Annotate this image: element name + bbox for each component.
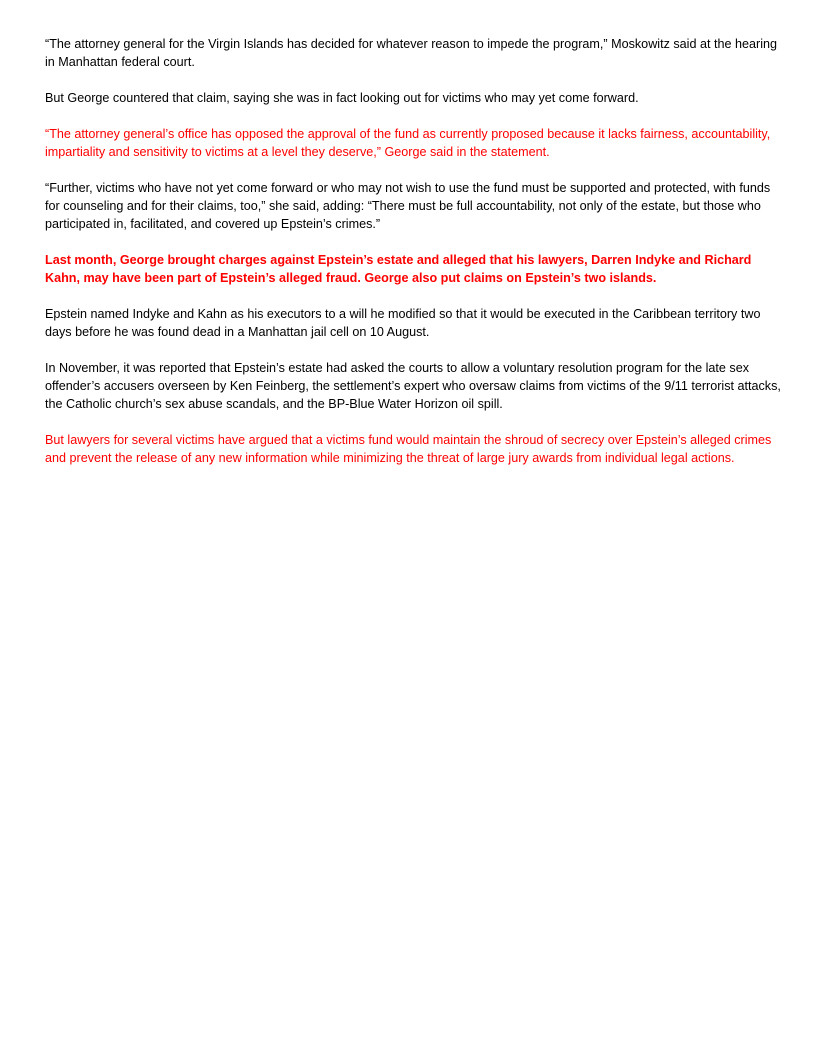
paragraph-moskowitz-quote: “The attorney general for the Virgin Islands has decided for whatever reason to impede the program,” Moskowitz said at the hearing in Manhattan federal court. — [45, 37, 777, 69]
document-page — [45, 35, 781, 485]
paragraph-george-counter: But George countered that claim, saying she was in fact looking out for victims who may yet come forward. — [45, 91, 639, 105]
paragraph-ag-office-statement: “The attorney general’s office has opposed the approval of the fund as currently proposed because it lacks fairness, accountability, impartiality and sensitivity to victims at a level they deserve,” George said in the statement. — [45, 127, 771, 159]
paragraph-charges-estate: Last month, George brought charges against Epstein’s estate and alleged that his lawyers, Darren Indyke and Richard Kahn, may have been part of Epstein’s alleged fraud. George also put claims on Epstein’s two islands. — [45, 253, 752, 285]
paragraph-further-victims: “Further, victims who have not yet come forward or who may not wish to use the fund must be supported and protected, with funds for counseling and for their claims, too,” she said, adding: “There must be full accountability, not only of the estate, but those who participated in, facilitated, and covered up Epstein’s crimes.” — [45, 181, 771, 231]
paragraph-resolution-program: In November, it was reported that Epstein’s estate had asked the courts to allow a voluntary resolution program for the late sex offender’s accusers overseen by Ken Feinberg, the settlement’s expert who oversaw claims from victims of the 9/11 terrorist attacks, the Catholic church’s sex abuse scandals, and the BP-Blue Water Horizon oil spill. — [45, 361, 781, 411]
paragraph-victims-fund-secrecy: But lawyers for several victims have argued that a victims fund would maintain the shroud of secrecy over Epstein’s alleged crimes and prevent the release of any new information while minimizing the threat of large jury awards from individual legal actions. — [45, 433, 772, 465]
paragraph-executors-will: Epstein named Indyke and Kahn as his executors to a will he modified so that it would be executed in the Caribbean territory two days before he was found dead in a Manhattan jail cell on 10 August. — [45, 307, 761, 339]
